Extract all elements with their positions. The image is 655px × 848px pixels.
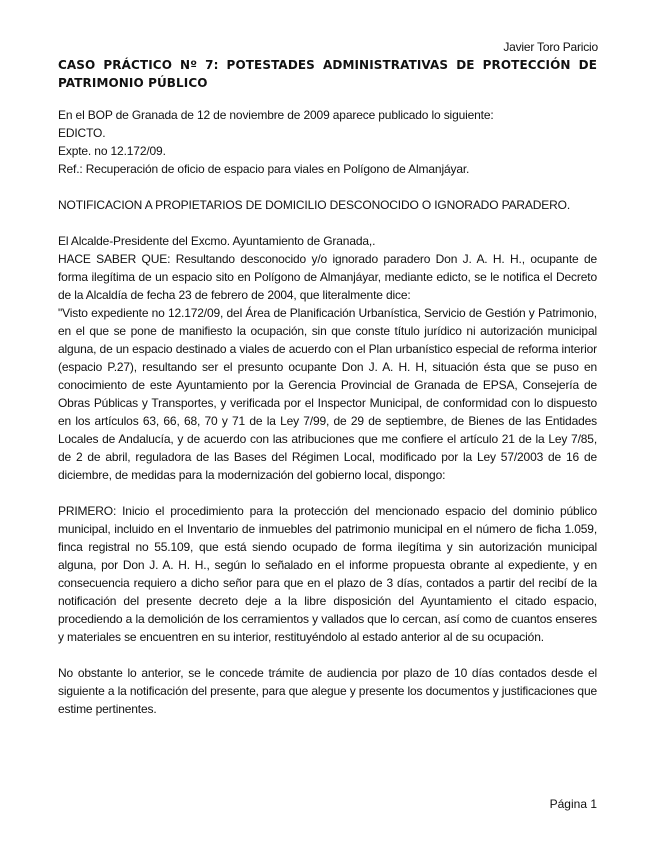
notification-heading: NOTIFICACION A PROPIETARIOS DE DOMICILIO DESCONOCIDO O IGNORADO PARADERO. <box>58 198 571 212</box>
page-number: Página 1 <box>549 797 597 811</box>
no-obstante-paragraph: No obstante lo anterior, se le concede trámite de audiencia por plazo de 10 días contados desde el siguiente a la notificación del presente, para que alegue y presente los documentos y justificaciones que estime pertinentes. <box>58 666 597 716</box>
author-header: Javier Toro Paricio <box>503 40 598 54</box>
document-title: CASO PRÁCTICO Nº 7: POTESTADES ADMINISTRATIVAS DE PROTECCIÓN DE PATRIMONIO PÚBLICO <box>58 58 597 90</box>
hace-saber-paragraph: HACE SABER QUE: Resultando desconocido y/o ignorado paradero Don J. A. H. H., ocupante de forma ilegítima de un espacio sito en Polígono de Almanjáyar, mediante edicto, se le notifica el Decreto de la Alcaldía de fecha 23 de febrero de 2004, que literalmente dice: <box>58 252 597 302</box>
edicto-line: EDICTO. <box>58 126 106 140</box>
primero-paragraph: PRIMERO: Inicio el procedimiento para la protección del mencionado espacio del dominio público municipal, incluido en el Inventario de inmuebles del patrimonio municipal en el número de ficha 1.059, finca registral no 55.109, que está siendo ocupado de forma ilegítima y sin autorización municipal alguna, por Don J. A. H. H., según lo señalado en el informe propuesta obrante al expediente, y en consecuencia requiero a dicho señor para que en el plazo de 3 días, contados a partir del recibí de la notificación del presente decreto deje a la libre disposición del Ayuntamiento el citado espacio, procediendo a la demolición de los cerramientos y vallados que lo cercan, así como de cuantos enseres y materiales se encuentren en su interior, restituyéndolo al estado anterior al de su ocupación. <box>58 504 597 644</box>
ref-line: Ref.: Recuperación de oficio de espacio para viales en Polígono de Almanjáyar. <box>58 162 470 176</box>
bop-line: En el BOP de Granada de 12 de noviembre de 2009 aparece publicado lo siguiente: <box>58 108 494 122</box>
expte-line: Expte. no 12.172/09. <box>58 144 166 158</box>
alcalde-line: El Alcalde-Presidente del Excmo. Ayuntamiento de Granada,. <box>58 234 376 248</box>
document-content <box>58 56 597 718</box>
decree-block <box>58 232 597 484</box>
intro-block <box>58 106 597 178</box>
visto-paragraph: "Visto expediente no 12.172/09, del Área de Planificación Urbanística, Servicio de Gestión y Patrimonio, en el que se pone de manifiesto la ocupación, sin que conste título jurídico ni autorización municipal alguna, de un espacio destinado a viales de acuerdo con el Plan urbanístico especial de reforma interior (espacio P.27), resultando ser el presunto ocupante Don J. A. H. H, situación ésta que se puso en conocimiento de este Ayuntamiento por la Gerencia Provincial de Granada de EPSA, Consejería de Obras Públicas y Transportes, y verificada por el Inspector Municipal, de conformidad con lo dispuesto en los artículos 63, 66, 68, 70 y 71 de la Ley 7/99, de 29 de septiembre, de Bienes de las Entidades Locales de Andalucía, y de acuerdo con las atribuciones que me confiere el artículo 21 de la Ley 7/85, de 2 de abril, reguladora de las Bases del Régimen Local, modificado por la Ley 57/2003 de 16 de diciembre, de medidas para la modernización del gobierno local, dispongo: <box>58 306 597 482</box>
